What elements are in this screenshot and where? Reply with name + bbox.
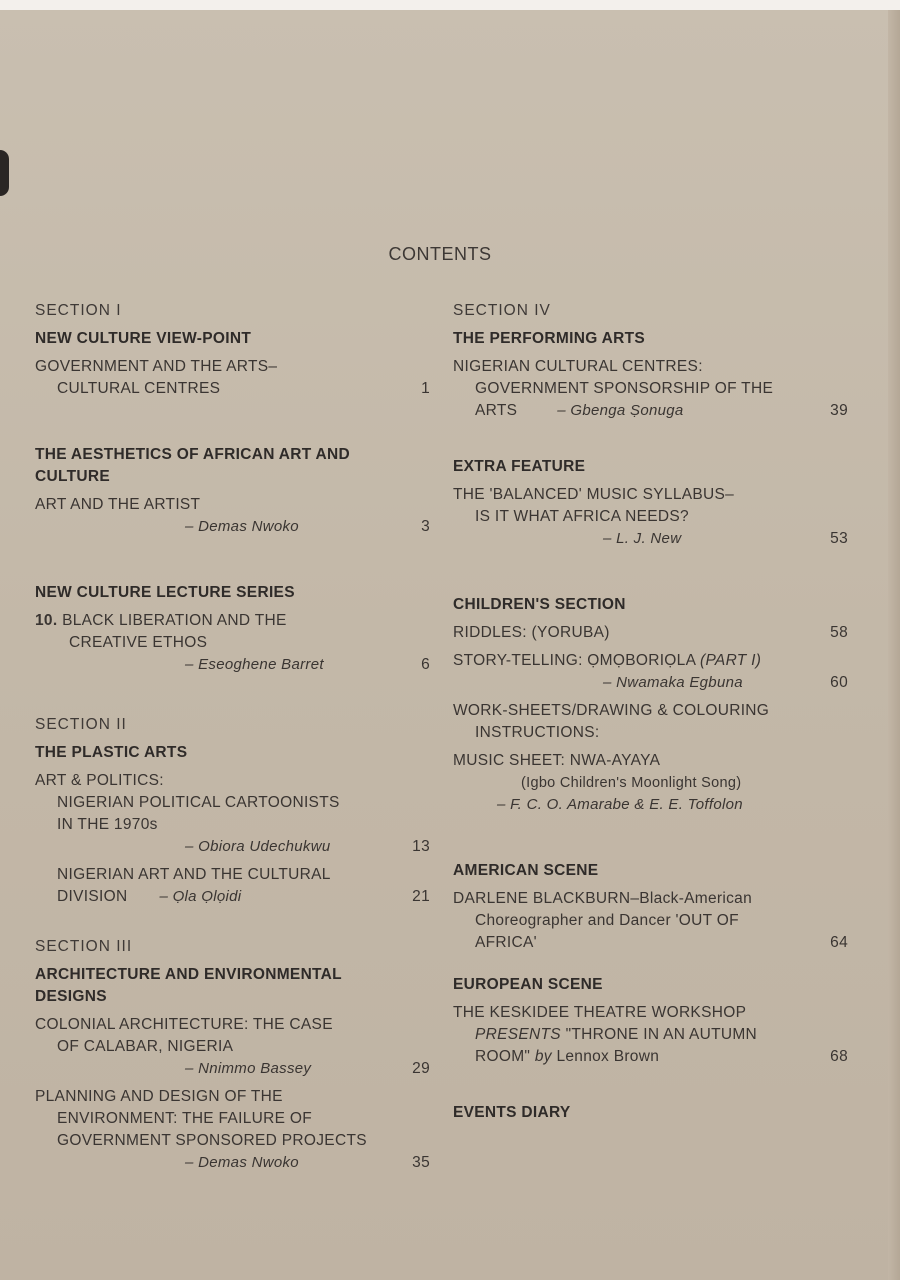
- entry-author: – Demas Nwoko: [185, 1154, 299, 1171]
- page-number: 60: [830, 674, 848, 691]
- entry-title-italic: PRESENTS: [475, 1026, 561, 1043]
- entry-title: IS IT WHAT AFRICA NEEDS?: [475, 508, 689, 525]
- section-heading: EXTRA FEATURE: [453, 458, 586, 475]
- toc-entry: [35, 494, 430, 538]
- toc-entry: [453, 888, 848, 954]
- entry-title: PLANNING AND DESIGN OF THE: [35, 1088, 283, 1105]
- section-heading: THE PERFORMING ARTS: [453, 330, 645, 347]
- left-column: [35, 300, 430, 1174]
- toc-entry: [453, 750, 848, 816]
- section-heading: NEW CULTURE VIEW-POINT: [35, 330, 252, 347]
- entry-title: STORY-TELLING: ỌMỌBORIỌLA: [453, 652, 696, 669]
- entry-title: GOVERNMENT AND THE ARTS–: [35, 358, 278, 375]
- entry-title: NIGERIAN CULTURAL CENTRES:: [453, 358, 703, 375]
- toc-entry: [453, 1002, 848, 1068]
- entry-author: Lennox Brown: [556, 1048, 660, 1065]
- heading-line: DESIGNS: [35, 988, 107, 1005]
- section-heading: AMERICAN SCENE: [453, 862, 599, 879]
- entry-title: RIDDLES: (YORUBA): [453, 624, 610, 641]
- page-number: 29: [412, 1060, 430, 1077]
- entry-title: NIGERIAN POLITICAL CARTOONISTS: [57, 794, 340, 811]
- section-heading: [35, 964, 430, 1008]
- entry-title: DIVISION: [57, 888, 128, 905]
- entry-title: BLACK LIBERATION AND THE: [62, 612, 287, 629]
- entry-author: – Obiora Udechukwu: [185, 838, 331, 855]
- entry-title: INSTRUCTIONS:: [475, 724, 600, 741]
- toc-entry: [453, 622, 848, 644]
- page-number: 3: [421, 518, 430, 535]
- page-edge-shadow: [888, 10, 900, 1280]
- heading-line: ARCHITECTURE AND ENVIRONMENTAL: [35, 966, 342, 983]
- entry-title: OF CALABAR, NIGERIA: [57, 1038, 234, 1055]
- toc-entry: [453, 650, 848, 694]
- toc-entry: [35, 610, 430, 676]
- section-label: SECTION II: [35, 716, 127, 733]
- section-heading: NEW CULTURE LECTURE SERIES: [35, 584, 295, 601]
- page-number: 39: [830, 402, 848, 419]
- entry-author: – Nwamaka Egbuna: [603, 674, 743, 691]
- entry-title: "THRONE IN AN AUTUMN: [565, 1026, 758, 1043]
- section-heading: CHILDREN'S SECTION: [453, 596, 626, 613]
- entry-title: DARLENE BLACKBURN–Black-American: [453, 890, 753, 907]
- heading-line: THE AESTHETICS OF AFRICAN ART AND: [35, 446, 351, 463]
- entry-author: – F. C. O. Amarabe & E. E. Toffolon: [497, 796, 743, 813]
- entry-title: COLONIAL ARCHITECTURE: THE CASE: [35, 1016, 333, 1033]
- toc-entry: [35, 770, 430, 858]
- entry-subtitle: (Igbo Children's Moonlight Song): [521, 775, 742, 791]
- page-number: 1: [421, 380, 430, 397]
- toc-entry: [35, 1014, 430, 1080]
- heading-line: CULTURE: [35, 468, 110, 485]
- top-border: [0, 0, 900, 10]
- entry-title: ENVIRONMENT: THE FAILURE OF: [57, 1110, 312, 1127]
- entry-title: GOVERNMENT SPONSORSHIP OF THE: [475, 380, 774, 397]
- section-label: SECTION IV: [453, 302, 551, 319]
- entry-title: ART & POLITICS:: [35, 772, 164, 789]
- entry-author: – Eseoghene Barret: [185, 656, 324, 673]
- entry-title: GOVERNMENT SPONSORED PROJECTS: [57, 1132, 367, 1149]
- entry-part: (PART I): [699, 652, 762, 669]
- toc-entry: [35, 864, 430, 908]
- entry-title: ART AND THE ARTIST: [35, 496, 201, 513]
- toc-entry: [35, 356, 430, 400]
- toc-entry: [453, 700, 848, 744]
- entry-title: IN THE 1970s: [57, 816, 158, 833]
- page-number: 13: [412, 838, 430, 855]
- page-number: 64: [830, 934, 848, 951]
- entry-title: Choreographer and Dancer 'OUT OF: [475, 912, 739, 929]
- entry-author: – L. J. New: [603, 530, 682, 547]
- toc-entry: [35, 1086, 430, 1174]
- entry-title: ARTS: [475, 402, 518, 419]
- entry-title: THE 'BALANCED' MUSIC SYLLABUS–: [453, 486, 735, 503]
- entry-title: CREATIVE ETHOS: [69, 634, 208, 651]
- entry-title: MUSIC SHEET: NWA-AYAYA: [453, 752, 661, 769]
- entry-title: ROOM": [475, 1048, 531, 1065]
- section-label: SECTION I: [35, 302, 122, 319]
- page-number: 21: [412, 888, 430, 905]
- entry-author: – Demas Nwoko: [185, 518, 299, 535]
- entry-title: NIGERIAN ART AND THE CULTURAL: [57, 866, 331, 883]
- binding-mark: [0, 150, 9, 196]
- entry-title: WORK-SHEETS/DRAWING & COLOURING: [453, 702, 770, 719]
- entry-author: – Nnimmo Bassey: [185, 1060, 312, 1077]
- right-column: [453, 300, 848, 1124]
- entry-by: by: [534, 1048, 552, 1065]
- page-number: 58: [830, 624, 848, 641]
- entry-title: AFRICA': [475, 934, 537, 951]
- section-label: SECTION III: [35, 938, 133, 955]
- toc-entry: [453, 356, 848, 422]
- page-number: 53: [830, 530, 848, 547]
- section-heading: [35, 444, 430, 488]
- entry-title: THE KESKIDEE THEATRE WORKSHOP: [453, 1004, 747, 1021]
- page-number: 6: [421, 656, 430, 673]
- entry-title: CULTURAL CENTRES: [57, 380, 221, 397]
- page-title: CONTENTS: [388, 244, 492, 264]
- section-heading: EVENTS DIARY: [453, 1104, 571, 1121]
- section-heading: EUROPEAN SCENE: [453, 976, 603, 993]
- section-heading: THE PLASTIC ARTS: [35, 744, 188, 761]
- page-number: 68: [830, 1048, 848, 1065]
- page-number: 35: [412, 1154, 430, 1171]
- entry-author: – Ọla Ọlọidi: [159, 888, 242, 905]
- entry-number: 10.: [35, 612, 58, 629]
- entry-author: – Gbenga Ṣonuga: [557, 402, 684, 419]
- toc-entry: [453, 484, 848, 550]
